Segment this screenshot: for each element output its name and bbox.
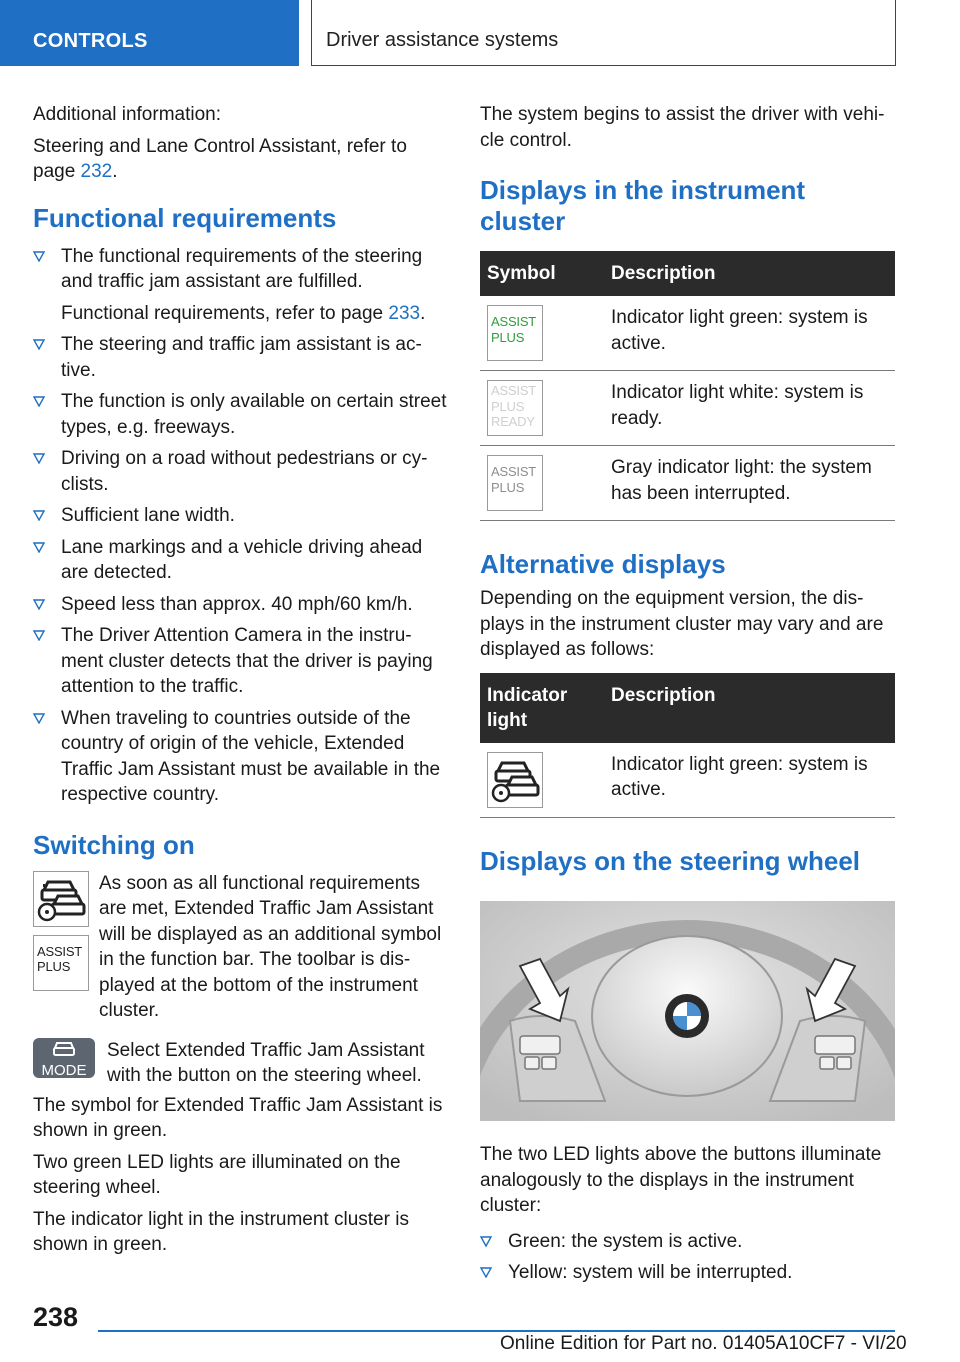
paragraph: Two green LED lights are illuminated on the steering wheel. bbox=[33, 1151, 401, 1198]
icon-label-line: ASSIST bbox=[37, 943, 83, 959]
assist-plus-ready-white-icon bbox=[487, 380, 543, 436]
icon-label-line: PLUS bbox=[37, 959, 71, 974]
symbol-cell bbox=[480, 371, 604, 446]
symbol-cell bbox=[480, 296, 604, 371]
list-item bbox=[33, 592, 448, 618]
list-item-text: Yellow: system will be interrupted. bbox=[508, 1262, 793, 1283]
list-item-text: When traveling to countries outside of the country of origin of the vehicle, Extended Traffic Jam Assistant must be available in the respective country. bbox=[61, 707, 441, 805]
list-item bbox=[33, 535, 448, 586]
triangle-bullet-icon bbox=[33, 599, 45, 610]
paragraph: The symbol for Extended Traffic Jam Assistant is shown in green. bbox=[33, 1094, 443, 1141]
list-item-text: The Driver Attention Camera in the instru‐ment cluster detects that the driver is paying attention to the traffic. bbox=[61, 625, 433, 697]
mode-button-icon-cell bbox=[33, 1038, 99, 1089]
section-tab: CONTROLS bbox=[0, 0, 299, 66]
switching-on-block bbox=[33, 871, 448, 1024]
icon-label-line: READY bbox=[491, 414, 535, 429]
mode-button-icon bbox=[33, 1038, 95, 1078]
intro-line: The system begins to assist the driver with vehi‐cle control. bbox=[480, 104, 885, 151]
triangle-bullet-icon bbox=[33, 542, 45, 553]
traffic-jam-assist-icon-graphic bbox=[34, 872, 89, 927]
intro-reference bbox=[33, 134, 448, 185]
steering-wheel-heading: Displays on the steering wheel bbox=[480, 845, 860, 876]
list-item bbox=[480, 1260, 895, 1286]
page-link-232[interactable]: 232 bbox=[80, 161, 113, 182]
right-column bbox=[480, 102, 895, 1292]
icon-text bbox=[491, 314, 536, 345]
list-item bbox=[33, 332, 448, 383]
table-header-row bbox=[480, 673, 895, 743]
triangle-bullet-icon bbox=[33, 396, 45, 407]
list-item-text: Driving on a road without pedestrians or cy‐clists. bbox=[61, 448, 428, 495]
assist-plus-green-icon bbox=[487, 305, 543, 361]
symbol-cell bbox=[480, 446, 604, 521]
column-header-description: Description bbox=[604, 251, 895, 296]
icon-text bbox=[491, 464, 536, 495]
list-item bbox=[480, 1229, 895, 1255]
page-link-233[interactable]: 233 bbox=[388, 302, 421, 324]
alternative-displays-text: Depending on the equipment version, the dis‐plays in the instrument cluster may vary and are displayed as follows: bbox=[480, 588, 884, 660]
list-item bbox=[33, 623, 448, 700]
column-header-indicator-light: Indicator light bbox=[480, 673, 604, 743]
switching-on-heading: Switching on bbox=[33, 829, 195, 860]
list-item-text: The steering and traffic jam assistant is ac‐tive. bbox=[61, 334, 422, 381]
steering-wheel-image bbox=[480, 901, 895, 1121]
requirements-list bbox=[33, 244, 448, 808]
triangle-bullet-icon bbox=[33, 251, 45, 262]
chapter-title: Driver assistance systems bbox=[311, 0, 896, 66]
list-item-text: Green: the system is active. bbox=[508, 1230, 743, 1252]
left-column bbox=[33, 102, 448, 1264]
icon-text bbox=[491, 383, 536, 430]
list-item-text: Speed less than approx. 40 mph/60 km/h. bbox=[61, 593, 413, 615]
icon-label-line: ASSIST bbox=[491, 383, 537, 398]
triangle-bullet-icon bbox=[33, 453, 45, 464]
switching-on-icons bbox=[33, 871, 99, 1024]
description-cell: Indicator light white: system is ready. bbox=[604, 371, 895, 446]
description-cell: Indicator light green: system is active. bbox=[604, 296, 895, 371]
alternative-displays-heading: Alternative displays bbox=[480, 549, 726, 579]
table-row bbox=[480, 371, 895, 446]
triangle-bullet-icon bbox=[33, 713, 45, 724]
list-item-text: The functional requirements of the steering and traffic jam assistant are fulfilled. bbox=[61, 245, 423, 292]
reference-end: . bbox=[420, 302, 426, 324]
led-status-list bbox=[480, 1229, 895, 1286]
triangle-bullet-icon bbox=[480, 1236, 492, 1247]
assist-plus-icon bbox=[33, 935, 89, 991]
list-item bbox=[33, 503, 448, 529]
list-item bbox=[33, 706, 448, 808]
symbol-cell bbox=[480, 743, 604, 818]
mode-button-block bbox=[33, 1038, 448, 1089]
list-item bbox=[33, 446, 448, 497]
traffic-jam-assist-icon bbox=[487, 752, 543, 808]
icon-label-line: ASSIST bbox=[491, 314, 537, 329]
instrument-cluster-heading: Displays in the instrument cluster bbox=[480, 175, 806, 236]
list-item-text: Lane markings and a vehicle driving ahead are detected. bbox=[61, 536, 423, 583]
description-cell: Gray indicator light: the system has been interrupted. bbox=[604, 446, 895, 521]
alternative-displays-table bbox=[480, 673, 895, 818]
page-header bbox=[0, 0, 960, 66]
paragraph: The indicator light in the instrument cluster is shown in green. bbox=[33, 1208, 409, 1255]
triangle-bullet-icon bbox=[33, 630, 45, 641]
traffic-jam-assist-icon-graphic bbox=[488, 753, 543, 808]
triangle-bullet-icon bbox=[33, 510, 45, 521]
triangle-bullet-icon bbox=[480, 1267, 492, 1278]
icon-label-line: PLUS bbox=[491, 479, 525, 495]
column-header-symbol: Symbol bbox=[480, 251, 604, 296]
traffic-jam-assist-icon bbox=[33, 871, 89, 927]
page-number: 238 bbox=[33, 1302, 79, 1332]
table-row bbox=[480, 446, 895, 521]
description-cell: Indicator light green: system is active. bbox=[604, 743, 895, 818]
list-item bbox=[33, 389, 448, 440]
table-row bbox=[480, 743, 895, 818]
column-header-description: Description bbox=[604, 673, 895, 743]
footer-divider bbox=[98, 1330, 895, 1332]
icon-label-line: ASSIST bbox=[491, 464, 537, 479]
triangle-bullet-icon bbox=[33, 339, 45, 350]
list-item-text: Sufficient lane width. bbox=[61, 505, 235, 526]
assist-plus-icon-text bbox=[37, 944, 82, 975]
steering-wheel-text: The two LED lights above the buttons illuminate analogously to the displays in the instrument cluster: bbox=[480, 1144, 882, 1216]
table-header-row bbox=[480, 251, 895, 296]
list-item-text: The function is only available on certain street types, e.g. freeways. bbox=[61, 391, 447, 438]
requirements-reference bbox=[61, 301, 448, 327]
functional-requirements-heading: Functional requirements bbox=[33, 202, 337, 233]
assist-plus-gray-icon bbox=[487, 455, 543, 511]
mode-button-text: Select Extended Traffic Jam Assistant with the button on the steering wheel. bbox=[107, 1039, 425, 1086]
table-row bbox=[480, 296, 895, 371]
reference-end: . bbox=[112, 161, 118, 182]
cluster-displays-table bbox=[480, 251, 895, 521]
intro-line: Additional information: bbox=[33, 104, 221, 125]
list-item bbox=[33, 244, 448, 327]
reference-text: Steering and Lane Control Assistant, refer to page bbox=[33, 135, 407, 182]
switching-on-text: As soon as all functional requirements are met, Extended Traffic Jam Assistant will be displayed as an additional symbol in the function bar. The toolbar is dis‐played at the bottom of the instrument cluster. bbox=[99, 872, 442, 1021]
mode-label: MODE bbox=[41, 1061, 87, 1078]
icon-label-line: PLUS bbox=[491, 398, 525, 414]
reference-text: Functional requirements, refer to page bbox=[61, 302, 389, 324]
footer-edition: Online Edition for Part no. 01405A10CF7 - VI/20 bbox=[500, 1333, 907, 1354]
icon-label-line: PLUS bbox=[491, 329, 525, 345]
